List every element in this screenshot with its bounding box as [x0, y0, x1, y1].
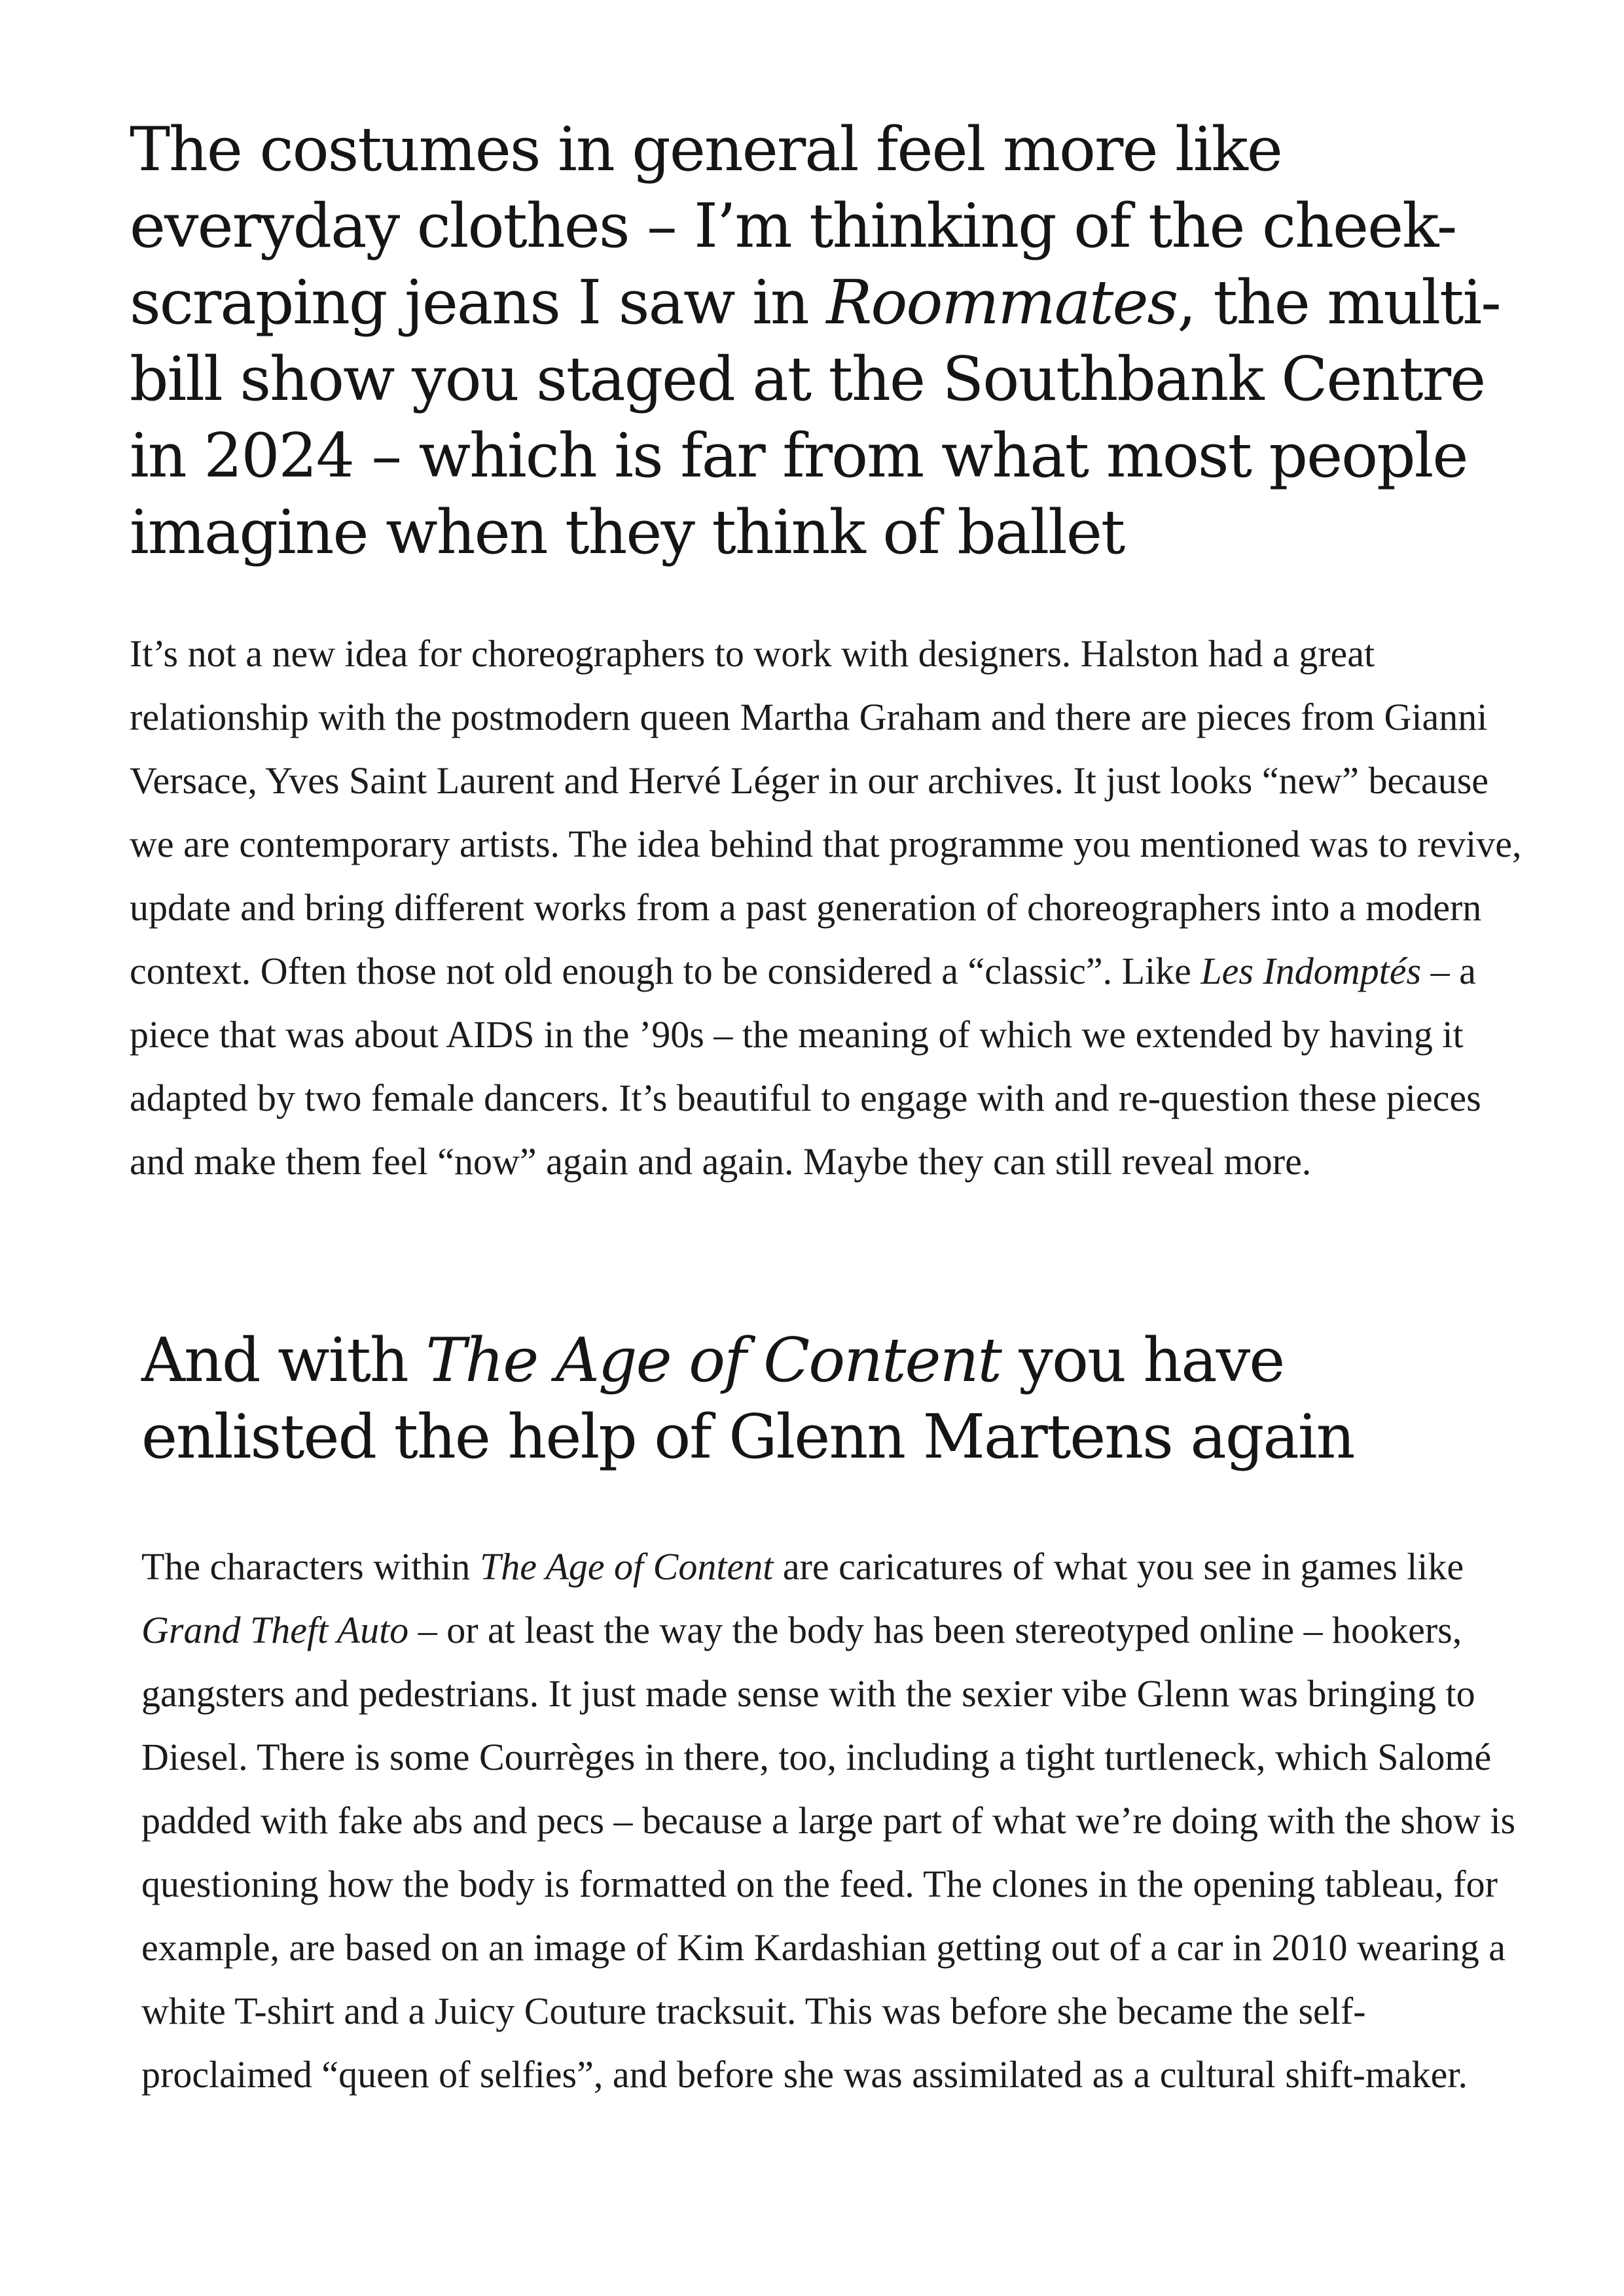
question-1-text-start: The costumes in general feel more like everyday clothes – I’m thinking of the cheek-scraping jeans I saw in — [130, 114, 1456, 338]
question-1-show-title: Roommates — [826, 267, 1178, 338]
answer-2-game-title: Grand Theft Auto — [141, 1609, 409, 1651]
question-2-heading — [141, 1322, 1516, 1475]
answer-1-paragraph — [130, 622, 1530, 1193]
answer-2-text-start: The characters within — [141, 1545, 480, 1588]
answer-1-piece-title: Les Indomptés — [1200, 950, 1422, 992]
answer-2-text-end: – or at least the way the body has been stereotyped online – hookers, gangsters and pedestrians. It just made sense with the sexier vibe Glenn was bringing to Diesel. There is some Courrèges in there, too, including a tight turtleneck, which Salomé padded with fake abs and pecs – because a large part of what we’re doing with the show is questioning how the body is formatted on the feed. The clones in the opening tableau, for example, are based on an image of Kim Kardashian getting out of a car in 2010 wearing a white T-shirt and a Juicy Couture tracksuit. This was before she became the self-proclaimed “queen of selfies”, and before she was assimilated as a cultural shift-maker. — [141, 1609, 1516, 2096]
question-2-text-end: you have enlisted the help of Glenn Martens again — [141, 1325, 1354, 1472]
answer-2-show-title: The Age of Content — [479, 1545, 774, 1588]
question-1-text-end: , the multi-bill show you staged at the Southbank Centre in 2024 – which is far from what most people imagine when they think of ballet — [130, 267, 1500, 567]
answer-2-text-middle: are caricatures of what you see in games like — [773, 1545, 1464, 1588]
question-2-show-title: The Age of Content — [425, 1325, 1001, 1395]
question-2-text-start: And with — [141, 1325, 426, 1395]
answer-2 — [141, 1535, 1529, 2106]
answer-1-text-start: It’s not a new idea for choreographers to work with designers. Halston had a great relationship with the postmodern queen Martha Graham and there are pieces from Gianni Versace, Yves Saint Laurent and Hervé Léger in our archives. It just looks “new” because we are contemporary artists. The idea behind that programme you mentioned was to revive, update and bring different works from a past generation of choreographers into a modern context. Often those not old enough to be considered a “classic”. Like — [130, 632, 1522, 992]
question-2 — [141, 1322, 1516, 1475]
question-1-heading — [130, 111, 1524, 571]
question-1 — [130, 111, 1524, 571]
answer-1-text-end: – a piece that was about AIDS in the ’90s – the meaning of which we extended by having it adapted by two female dancers. It’s beautiful to engage with and re-question these pieces and make them feel “now” again and again. Maybe they can still reveal more. — [130, 950, 1481, 1183]
answer-2-paragraph — [141, 1535, 1529, 2106]
answer-1 — [130, 622, 1530, 1193]
